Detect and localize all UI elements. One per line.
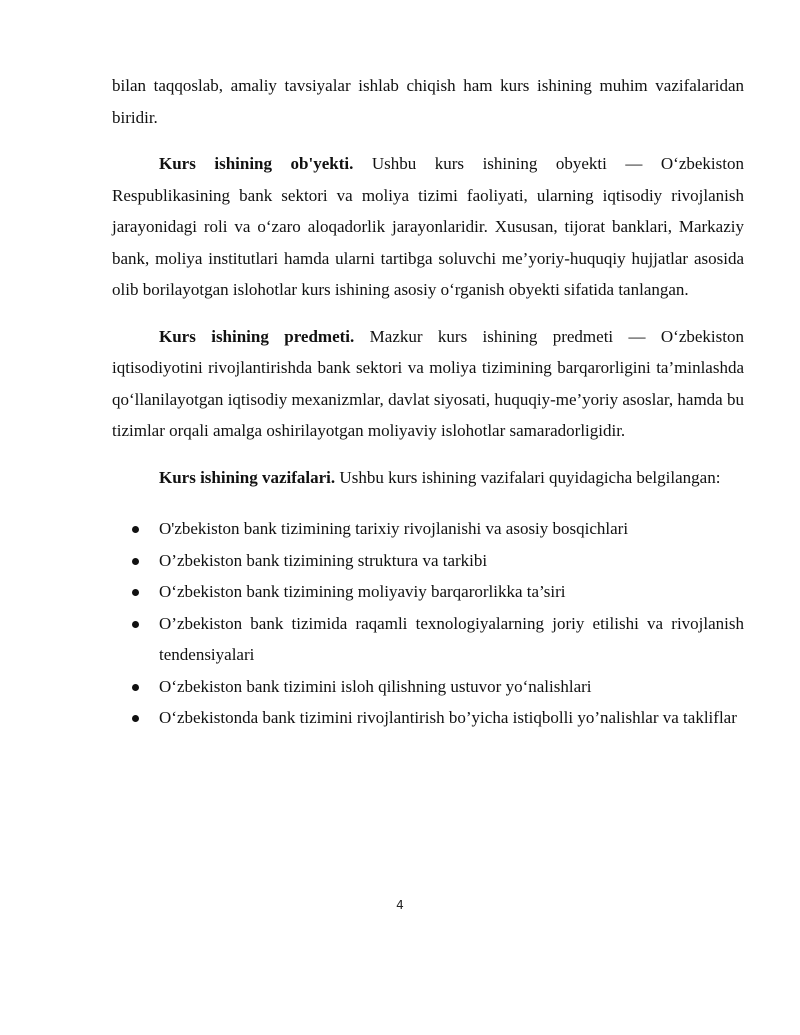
tasks-section-paragraph — [112, 462, 744, 494]
object-section-paragraph — [112, 148, 744, 306]
bullet-icon — [132, 715, 139, 722]
subject-section-paragraph — [112, 321, 744, 447]
list-item — [112, 702, 744, 734]
list-item — [112, 576, 744, 608]
subject-section-heading: Kurs ishining predmeti. — [159, 326, 355, 346]
bullet-icon — [132, 589, 139, 596]
tasks-section-body: Ushbu kurs ishining vazifalari quyidagicha belgilangan: — [335, 467, 721, 487]
list-item-text: O’zbekiston bank tizimining struktura va tarkibi — [159, 550, 488, 570]
intro-continuation-paragraph: bilan taqqoslab, amaliy tavsiyalar ishlab chiqish ham kurs ishining muhim vazifalaridan biridir. — [112, 76, 744, 127]
list-item-text: O‘zbekiston bank tizimini isloh qilishning ustuvor yo‘nalishlari — [159, 676, 592, 696]
list-item — [112, 545, 744, 577]
list-item-text: O‘zbekistonda bank tizimini rivojlantirish bo’yicha istiqbolli yo’nalishlar va takliflar — [159, 708, 737, 727]
list-item-text: O'zbekiston bank tizimining tarixiy rivojlanishi va asosiy bosqichlari — [159, 519, 629, 538]
page-number: 4 — [396, 898, 404, 912]
list-item-text: O’zbekiston bank tizimida raqamli texnologiyalarning joriy etilishi va rivojlanish tendensiyalari — [159, 613, 744, 664]
object-section-heading: Kurs ishining ob'yekti. — [159, 154, 354, 173]
tasks-list — [112, 513, 744, 734]
list-item — [112, 608, 744, 671]
subject-section-body: Mazkur kurs ishining predmeti — O‘zbekiston iqtisodiyotini rivojlantirishda bank sektori va moliya tizimining barqarorligini ta’minlashda qo‘llanilayotgan iqtisodiy mexanizmlar, davlat siyosati, huquqiy-me’yoriy asoslar, hamda bu tizimlar orqali amalga oshirilayotgan moliyaviy islohotlar samaradorligidir. — [112, 326, 744, 440]
bullet-icon — [132, 526, 139, 533]
list-item — [112, 513, 744, 545]
bullet-icon — [132, 621, 139, 628]
list-item-text: O‘zbekiston bank tizimining moliyaviy barqarorlikka ta’siri — [159, 582, 566, 601]
object-section-body: Ushbu kurs ishining obyekti — O‘zbekiston Respublikasining bank sektori va moliya tizimi faoliyati, ularning iqtisodiy rivojlanish jarayonidagi roli va o‘zaro aloqadorlik jarayonlaridir. Xususan, tijorat banklari, Markaziy bank, moliya institutlari hamda ularni tartibga soluvchi me’yoriy-huquqiy hujjatlar asosida olib borilayotgan islohotlar kurs ishining asosiy o‘rganish obyekti sifatida tanlangan. — [112, 154, 744, 299]
bullet-icon — [132, 558, 139, 565]
document-page — [112, 70, 744, 734]
tasks-section-heading: Kurs ishining vazifalari. — [159, 467, 336, 487]
list-item — [112, 671, 744, 703]
bullet-icon — [132, 684, 139, 691]
